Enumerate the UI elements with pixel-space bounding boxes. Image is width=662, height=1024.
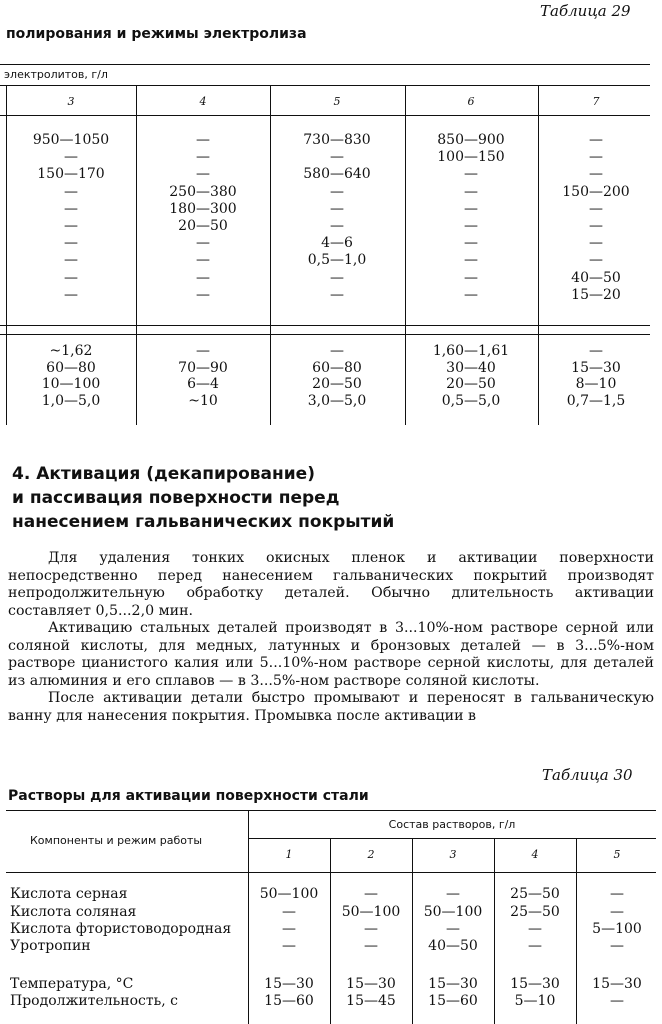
table30-cell: — <box>528 921 542 937</box>
table29-cell: — <box>330 343 344 359</box>
table29-cell: 250—380 <box>169 183 237 200</box>
table29-subheader: электролитов, г/л <box>4 68 108 81</box>
table30-cell: 15—60 <box>428 993 478 1009</box>
table29-cell: 20—50 <box>178 218 228 234</box>
table29-cell: — <box>330 200 344 217</box>
table29-cell: — <box>64 200 78 217</box>
section-title-line: нанесением гальванических покрытий <box>12 512 395 532</box>
table30-cell: — <box>446 921 460 937</box>
table29-cell: 15—30 <box>571 359 621 376</box>
table29-cell: 150—170 <box>37 166 105 183</box>
table29-cell: — <box>464 235 478 252</box>
table29-cell: 4—6 <box>321 235 353 252</box>
table30-title: Растворы для активации поверхности стали <box>8 788 369 804</box>
table29-cell: 850—900 <box>437 132 505 148</box>
table29-column-header: 4 <box>199 95 207 108</box>
table30-row-label: Температура, °С <box>10 976 134 992</box>
table29-cell: — <box>464 218 478 234</box>
paragraph: После активации детали быстро промывают и переносят в гальваническую ванну для нанесения покрытия. Промывка после активации в <box>8 690 654 724</box>
section-title-line: 4. Активация (декапирование) <box>12 464 315 484</box>
table30-cell: — <box>610 938 624 954</box>
table29-cell: — <box>64 269 78 286</box>
table29-cell: — <box>464 286 478 303</box>
table30-cell: — <box>446 886 460 902</box>
table30-cell: 15—30 <box>592 976 642 992</box>
table29-cell: 180—300 <box>169 200 237 217</box>
body-text <box>8 550 654 725</box>
table29-cell: — <box>330 286 344 303</box>
table29-cell: — <box>196 166 210 183</box>
table30-column-header: 1 <box>285 848 293 861</box>
table29-cell: — <box>464 269 478 286</box>
table29-cell: — <box>64 252 78 269</box>
table29-column-header: 6 <box>467 95 475 108</box>
table29-cell: 1,60—1,61 <box>432 343 510 359</box>
table29-cell: — <box>196 149 210 166</box>
table29-cell: 70—90 <box>178 359 228 376</box>
table29-column-header: 7 <box>592 95 600 108</box>
table29-cell: — <box>64 286 78 303</box>
section-title <box>12 462 394 534</box>
table29-cell: 8—10 <box>575 376 617 392</box>
table29-cell: 1,0—5,0 <box>41 392 101 409</box>
table30-cell: 15—30 <box>346 976 396 992</box>
table29-cell: 3,0—5,0 <box>307 392 367 409</box>
table29-cell: — <box>589 132 603 148</box>
table29-cell: 40—50 <box>571 269 621 286</box>
table30-cell: 15—30 <box>428 976 478 992</box>
table29-cell: — <box>330 183 344 200</box>
table29-cell: 15—20 <box>571 286 621 303</box>
table29-cell: — <box>589 343 603 359</box>
table29-cell: — <box>589 252 603 269</box>
table30-cell: 50—100 <box>423 904 483 920</box>
table29-cell: — <box>64 218 78 234</box>
table29-cell: — <box>589 235 603 252</box>
section-title-line: и пассивация поверхности перед <box>12 488 340 508</box>
table30-cell: 15—60 <box>264 993 314 1009</box>
table30-cell: 50—100 <box>259 886 319 902</box>
table30-column-header: 4 <box>531 848 539 861</box>
table30-column-header: 5 <box>613 848 621 861</box>
table29-cell: — <box>196 343 210 359</box>
table30-cell: 15—30 <box>510 976 560 992</box>
table29-cell: — <box>196 235 210 252</box>
table29-cell: — <box>464 252 478 269</box>
table29-cell: — <box>64 149 78 166</box>
table29-cell: 100—150 <box>437 149 505 166</box>
table30-cell: 25—50 <box>510 904 560 920</box>
table30-row-label: Кислота соляная <box>10 904 137 920</box>
table29-cell: 60—80 <box>46 359 96 376</box>
table30-cell: — <box>282 904 296 920</box>
table29-cell: 20—50 <box>312 376 362 392</box>
table30-cell: 25—50 <box>510 886 560 902</box>
table29-cell: 30—40 <box>446 359 496 376</box>
table29-cell: 20—50 <box>446 376 496 392</box>
table29-cell: — <box>589 166 603 183</box>
table29-cell: ~1,62 <box>49 343 93 359</box>
table30-cell: — <box>364 938 378 954</box>
table29-column-header: 5 <box>333 95 341 108</box>
paragraph: Активацию стальных деталей производят в 3...10%-ном растворе серной или соляной кислоты, для медных, латунных и бронзовых деталей — в 3...5%-ном растворе цианистого калия или 5...10%-ном растворе серной кислоты, для деталей из алюминия и его сплавов — в 3...5%-ном растворе соляной кислоты. <box>8 620 654 689</box>
table30-cell: — <box>282 938 296 954</box>
table30-head-group: Состав растворов, г/л <box>388 818 516 831</box>
table30-cell: 5—100 <box>592 921 642 937</box>
table29-cell: — <box>330 149 344 166</box>
table29-label: Таблица 29 <box>540 2 631 20</box>
table29-column-header: 3 <box>67 95 75 108</box>
table29-cell: — <box>330 269 344 286</box>
table29-cell: 150—200 <box>562 183 630 200</box>
table30-row-label: Уротропин <box>10 938 91 954</box>
table30-cell: 15—45 <box>346 993 396 1009</box>
table29-cell: — <box>196 269 210 286</box>
table29-cell: — <box>196 252 210 269</box>
table30-cell: 5—10 <box>514 993 556 1009</box>
table29-cell: 6—4 <box>187 376 219 392</box>
table30-column-header: 3 <box>449 848 457 861</box>
table29-cell: — <box>589 200 603 217</box>
table30-head-left: Компоненты и режим работы <box>30 834 203 847</box>
table29-cell: 0,5—5,0 <box>441 392 501 409</box>
table30-label: Таблица 30 <box>542 766 633 784</box>
table30-cell: 15—30 <box>264 976 314 992</box>
table29-cell: 0,7—1,5 <box>566 392 626 409</box>
table29-cell: 10—100 <box>41 376 101 392</box>
table29-cell: — <box>589 149 603 166</box>
table30-row-label: Продолжительность, с <box>10 993 179 1009</box>
table30-cell: — <box>282 921 296 937</box>
table29-cell: — <box>589 218 603 234</box>
table30-row-label: Кислота серная <box>10 886 128 902</box>
table29-cell: — <box>64 183 78 200</box>
table29-cell: 730—830 <box>303 132 371 148</box>
table29-cell: — <box>464 166 478 183</box>
table29-cell: — <box>330 218 344 234</box>
table30-cell: 50—100 <box>341 904 401 920</box>
table29-cell: — <box>464 200 478 217</box>
table30-cell: 40—50 <box>428 938 478 954</box>
table30-cell: — <box>610 886 624 902</box>
table29-cell: — <box>64 235 78 252</box>
table29-cell: 580—640 <box>303 166 371 183</box>
table30-cell: — <box>364 921 378 937</box>
table29-cell: — <box>464 183 478 200</box>
table29-cell: 950—1050 <box>32 132 110 148</box>
table30-column-header: 2 <box>367 848 375 861</box>
table30-cell: — <box>528 938 542 954</box>
table30-cell: — <box>364 886 378 902</box>
table29-cell: — <box>196 286 210 303</box>
table29-title: полирования и режимы электролиза <box>6 26 307 42</box>
paragraph: Для удаления тонких окисных пленок и активации поверхности непосредственно перед нанесением гальванических покрытий производят непродолжительную обработку деталей. Обычно длительность активации составляет 0,5...2,0 мин. <box>8 550 654 619</box>
table29-cell: — <box>196 132 210 148</box>
table29-cell: 0,5—1,0 <box>307 252 367 269</box>
table30-row-label: Кислота фтористоводородная <box>10 921 232 937</box>
table30-cell: — <box>610 904 624 920</box>
table30-cell: — <box>610 993 624 1009</box>
table29-cell: ~10 <box>188 392 218 409</box>
table29-cell: 60—80 <box>312 359 362 376</box>
